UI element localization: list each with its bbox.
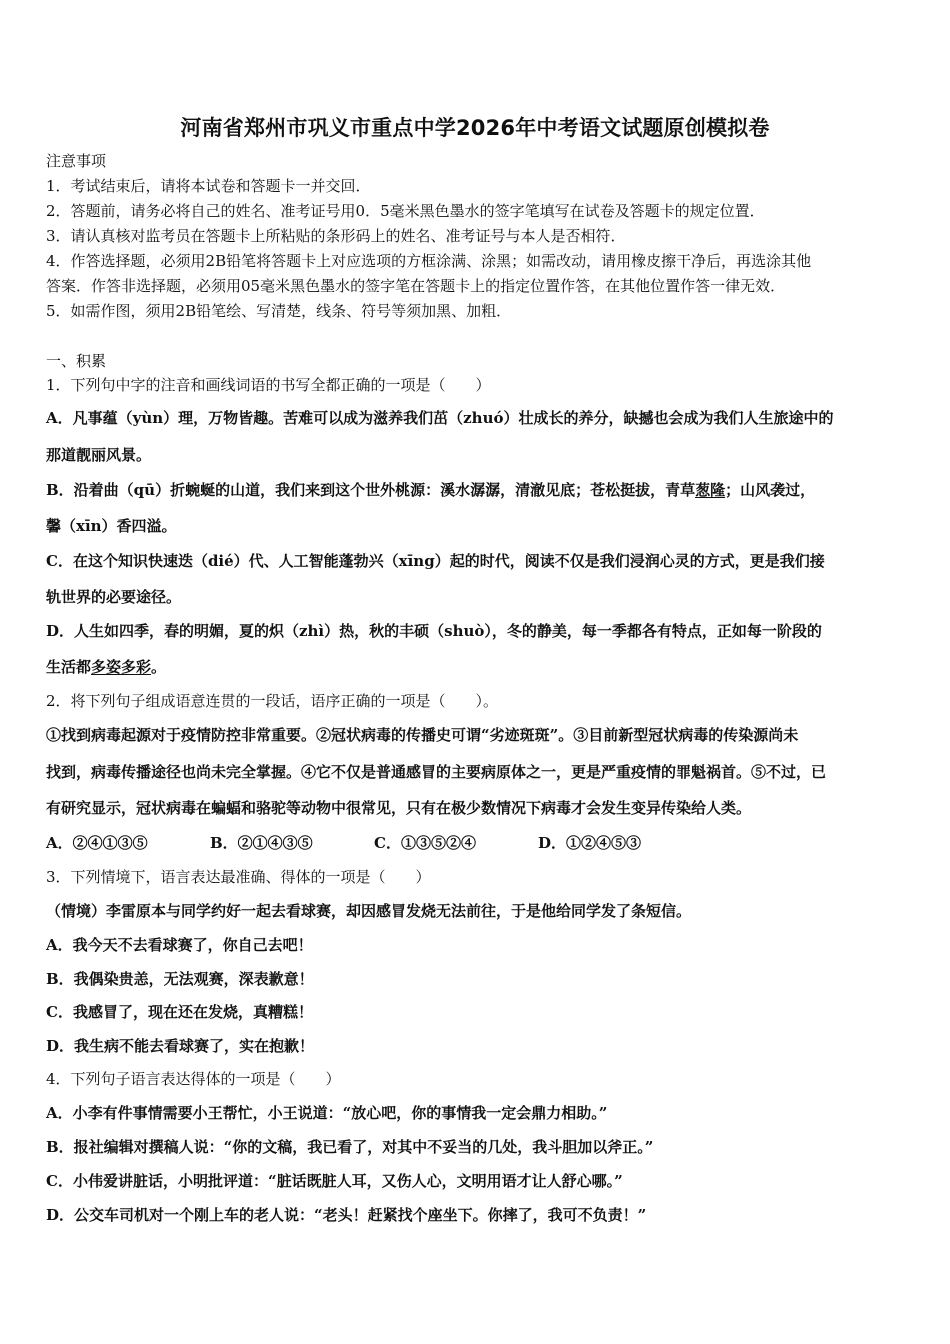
notice-item-1: 1．考试结束后，请将本试卷和答题卡一并交回． (46, 177, 371, 195)
notice-item-5: 5．如需作图，须用2B铅笔绘、写清楚，线条、符号等须加黑、加粗． (46, 302, 512, 320)
q1-option-d: D．人生如四季，春的明媚，夏的炽（zhì）热，秋的丰硕（shuò），冬的静美，每一季都各有特点，正如每一阶段的 (46, 622, 822, 640)
q3-context: （情境）李雷原本与同学约好一起去看球赛，却因感冒发烧无法前往，于是他给同学发了条短信。 (46, 902, 692, 920)
q1-stem: 1．下列句中字的注音和画线词语的书写全都正确的一项是（ ） (46, 376, 491, 394)
q2-passage-line-3: 有研究显示，冠状病毒在蝙蝠和骆驼等动物中很常见，只有在极少数情况下病毒才会发生变异传染给人类。 (46, 799, 752, 817)
notice-heading: 注意事项 (46, 152, 107, 170)
q2-option-a: A．②④①③⑤ (46, 834, 148, 852)
q1-option-b-text-end: ；山风袭过， (725, 481, 816, 499)
notice-item-4: 4．作答选择题，必须用2B铅笔将答题卡上对应选项的方框涂满、涂黑；如需改动，请用橡皮擦干净后，再选涂其他 (46, 252, 812, 270)
q3-option-c: C．我感冒了，现在还在发烧，真糟糕！ (46, 1003, 313, 1021)
q3-stem: 3．下列情境下，语言表达最准确、得体的一项是（ ） (46, 868, 431, 886)
q1-option-d-text: 生活都 (46, 658, 92, 676)
notice-item-2: 2．答题前，请务必将自己的姓名、准考证号用0．5毫米黑色墨水的签字笔填写在试卷及答题卡的规定位置． (46, 202, 765, 220)
q1-option-c-cont: 轨世界的必要途径。 (46, 588, 182, 606)
q1-option-b-underlined: 葱隆 (695, 481, 726, 499)
q2-passage-line-1: ①找到病毒起源对于疫情防控非常重要。②冠状病毒的传播史可谓“劣迹斑斑”。③目前新型冠状病毒的传染源尚未 (46, 726, 799, 744)
q1-option-b (46, 479, 912, 501)
q1-option-d-text-end: 。 (151, 658, 167, 676)
notice-item-4-cont: 答案．作答非选择题，必须用05毫米黑色墨水的签字笔在答题卡上的指定位置作答，在其他位置作答一律无效． (46, 277, 786, 295)
section-heading: 一、积累 (46, 352, 107, 370)
q1-option-b-cont: 馨（xīn）香四溢。 (46, 517, 177, 535)
q4-option-d: D．公交车司机对一个刚上车的老人说：“老头！赶紧找个座坐下。你摔了，我可不负责！” (46, 1206, 647, 1224)
q2-options (46, 832, 912, 854)
q3-option-d: D．我生病不能去看球赛了，实在抱歉！ (46, 1037, 315, 1055)
q1-option-b-text: B．沿着曲（qū）折蜿蜒的山道，我们来到这个世外桃源：溪水潺潺，清澈见底；苍松挺拔，青草 (46, 481, 696, 499)
q3-option-a: A．我今天不去看球赛了，你自己去吧！ (46, 936, 313, 954)
q2-option-c: C．①③⑤②④ (374, 834, 476, 852)
q2-option-d: D．①②④⑤③ (538, 834, 642, 852)
q2-option-b: B．②①④③⑤ (210, 834, 313, 852)
q3-option-b: B．我偶染贵恙，无法观赛，深表歉意！ (46, 970, 314, 988)
q4-stem: 4．下列句子语言表达得体的一项是（ ） (46, 1070, 341, 1088)
q1-option-d-cont (46, 656, 912, 678)
notice-item-3: 3．请认真核对监考员在答题卡上所粘贴的条形码上的姓名、准考证号与本人是否相符． (46, 227, 626, 245)
q2-stem: 2．将下列句子组成语意连贯的一段话，语序正确的一项是（ ）。 (46, 692, 499, 710)
q1-option-c: C．在这个知识快速迭（dié）代、人工智能蓬勃兴（xīng）起的时代，阅读不仅是我们浸润心灵的方式，更是我们接 (46, 552, 825, 570)
q4-option-a: A．小李有件事情需要小王帮忙，小王说道：“放心吧，你的事情我一定会鼎力相助。” (46, 1104, 608, 1122)
q1-option-a: A．凡事蕴（yùn）理，万物皆趣。苦难可以成为滋养我们茁（zhuó）壮成长的养分，缺撼也会成为我们人生旅途中的 (46, 409, 834, 427)
q2-passage-line-2: 找到，病毒传播途径也尚未完全掌握。④它不仅是普通感冒的主要病原体之一，更是严重疫情的罪魁祸首。⑤不过，已 (46, 763, 827, 781)
q4-option-b: B．报社编辑对撰稿人说：“你的文稿，我已看了，对其中不妥当的几处，我斗胆加以斧正。” (46, 1138, 654, 1156)
q4-option-c: C．小伟爱讲脏话，小明批评道：“脏话既脏人耳，又伤人心，文明用语才让人舒心哪。” (46, 1172, 623, 1190)
exam-title: 河南省郑州市巩义市重点中学2026年中考语文试题原创模拟卷 (180, 116, 770, 140)
q1-option-d-underlined: 多姿多彩 (91, 658, 152, 676)
q1-option-a-cont: 那道靓丽风景。 (46, 446, 152, 464)
